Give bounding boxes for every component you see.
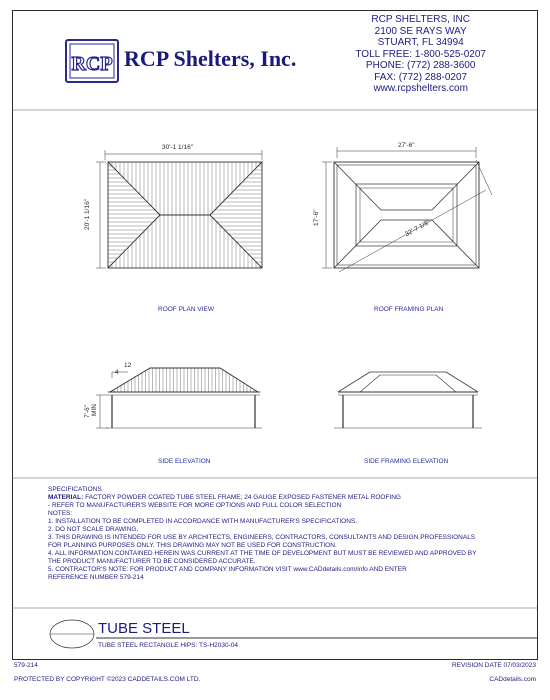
roof-framing-height-dim: 17'-6" — [313, 209, 320, 226]
caddetails-link[interactable]: CADdetails.com — [489, 676, 536, 683]
note-item: 3. THIS DRAWING IS INTENDED FOR USE BY ARCHITECTS, ENGINEERS, CONTRACTORS, CONSULTANTS AND DESIGN PROFESSIONALS — [48, 534, 476, 541]
specifications-block — [48, 486, 476, 582]
reference-number: 579-214 — [14, 662, 38, 669]
roof-plan-label: ROOF PLAN VIEW — [158, 306, 214, 313]
roof-framing-width-dim: 27'-6" — [398, 142, 415, 149]
copyright-notice: PROTECTED BY COPYRIGHT ©2023 CADDETAILS.COM LTD. — [14, 676, 201, 683]
title-block-title: TUBE STEEL — [98, 620, 190, 637]
roof-framing-label: ROOF FRAMING PLAN — [374, 306, 444, 313]
pitch-run-dim: 12 — [124, 362, 132, 369]
specs-heading: SPECIFICATIONS — [48, 486, 102, 493]
note-item: 5. CONTRACTOR'S NOTE: FOR PRODUCT AND COMPANY INFORMATION VISIT www.CADdetails.com/info AND ENTER — [48, 566, 407, 573]
address-line: PHONE: (772) 288-3600 — [365, 60, 476, 71]
material-text: FACTORY POWDER COATED TUBE STEEL FRAME; 24 GAUGE EXPOSED FASTENER METAL ROOFING — [83, 494, 401, 501]
logo-text: RCP — [71, 53, 113, 75]
side-elevation-height-note: MIN — [91, 404, 98, 416]
address-line: STUART, FL 34994 — [377, 37, 464, 48]
material-line — [48, 494, 476, 502]
roof-framing-diag-dim: 32'-7 1/8" — [404, 218, 432, 239]
side-elevation-drawing — [96, 368, 262, 428]
material-sub: - REFER TO MANUFACTURER'S WEBSITE FOR MORE OPTIONS AND FULL COLOR SELECTION — [48, 502, 342, 509]
address-line: 2100 SE RAYS WAY — [374, 25, 467, 37]
company-name: RCP Shelters, Inc. — [124, 46, 297, 71]
side-framing-drawing — [334, 372, 482, 428]
revision-date: REVISION DATE 07/03/2023 — [451, 662, 536, 669]
roof-plan-drawing — [96, 150, 262, 268]
roof-plan-height-dim: 20'-1 1/16" — [84, 198, 91, 230]
title-block-subtitle: TUBE STEEL RECTANGLE HIPS: TS-H2030-04 — [98, 642, 239, 649]
side-elevation-height-dim: 7'-6" — [84, 405, 91, 418]
note-item: 1. INSTALLATION TO BE COMPLETED IN ACCORDANCE WITH MANUFACTURER'S SPECIFICATIONS. — [48, 518, 358, 525]
note-item: THE PRODUCT MANUFACTURER TO BE CONSIDERED ACCURATE. — [48, 558, 256, 565]
material-label: MATERIAL: — [48, 494, 84, 501]
website-link[interactable]: www.rcpshelters.com — [373, 83, 468, 94]
address-line: FAX: (772) 288-0207 — [374, 71, 468, 83]
note-item: FOR PLANNING PURPOSES ONLY. THIS DRAWING MAY NOT BE USED FOR CONSTRUCTION. — [48, 542, 337, 549]
note-item: 4. ALL INFORMATION CONTAINED HEREIN WAS CURRENT AT THE TIME OF DEVELOPMENT BUT MUST BE REVIEWED AND APPROVED BY — [48, 550, 477, 557]
address-line: RCP SHELTERS, INC — [371, 14, 470, 25]
note-item: REFERENCE NUMBER 579-214 — [48, 574, 144, 581]
note-item: 2. DO NOT SCALE DRAWING. — [48, 526, 139, 533]
address-line: TOLL FREE: 1-800-525-0207 — [355, 48, 486, 60]
side-framing-label: SIDE FRAMING ELEVATION — [364, 458, 449, 465]
roof-framing-drawing — [322, 147, 492, 272]
roof-plan-width-dim: 30'-1 1/16" — [162, 144, 194, 151]
side-elevation-label: SIDE ELEVATION — [158, 458, 211, 465]
pitch-rise-dim: 4 — [115, 369, 119, 376]
notes-heading: NOTES: — [48, 510, 73, 517]
